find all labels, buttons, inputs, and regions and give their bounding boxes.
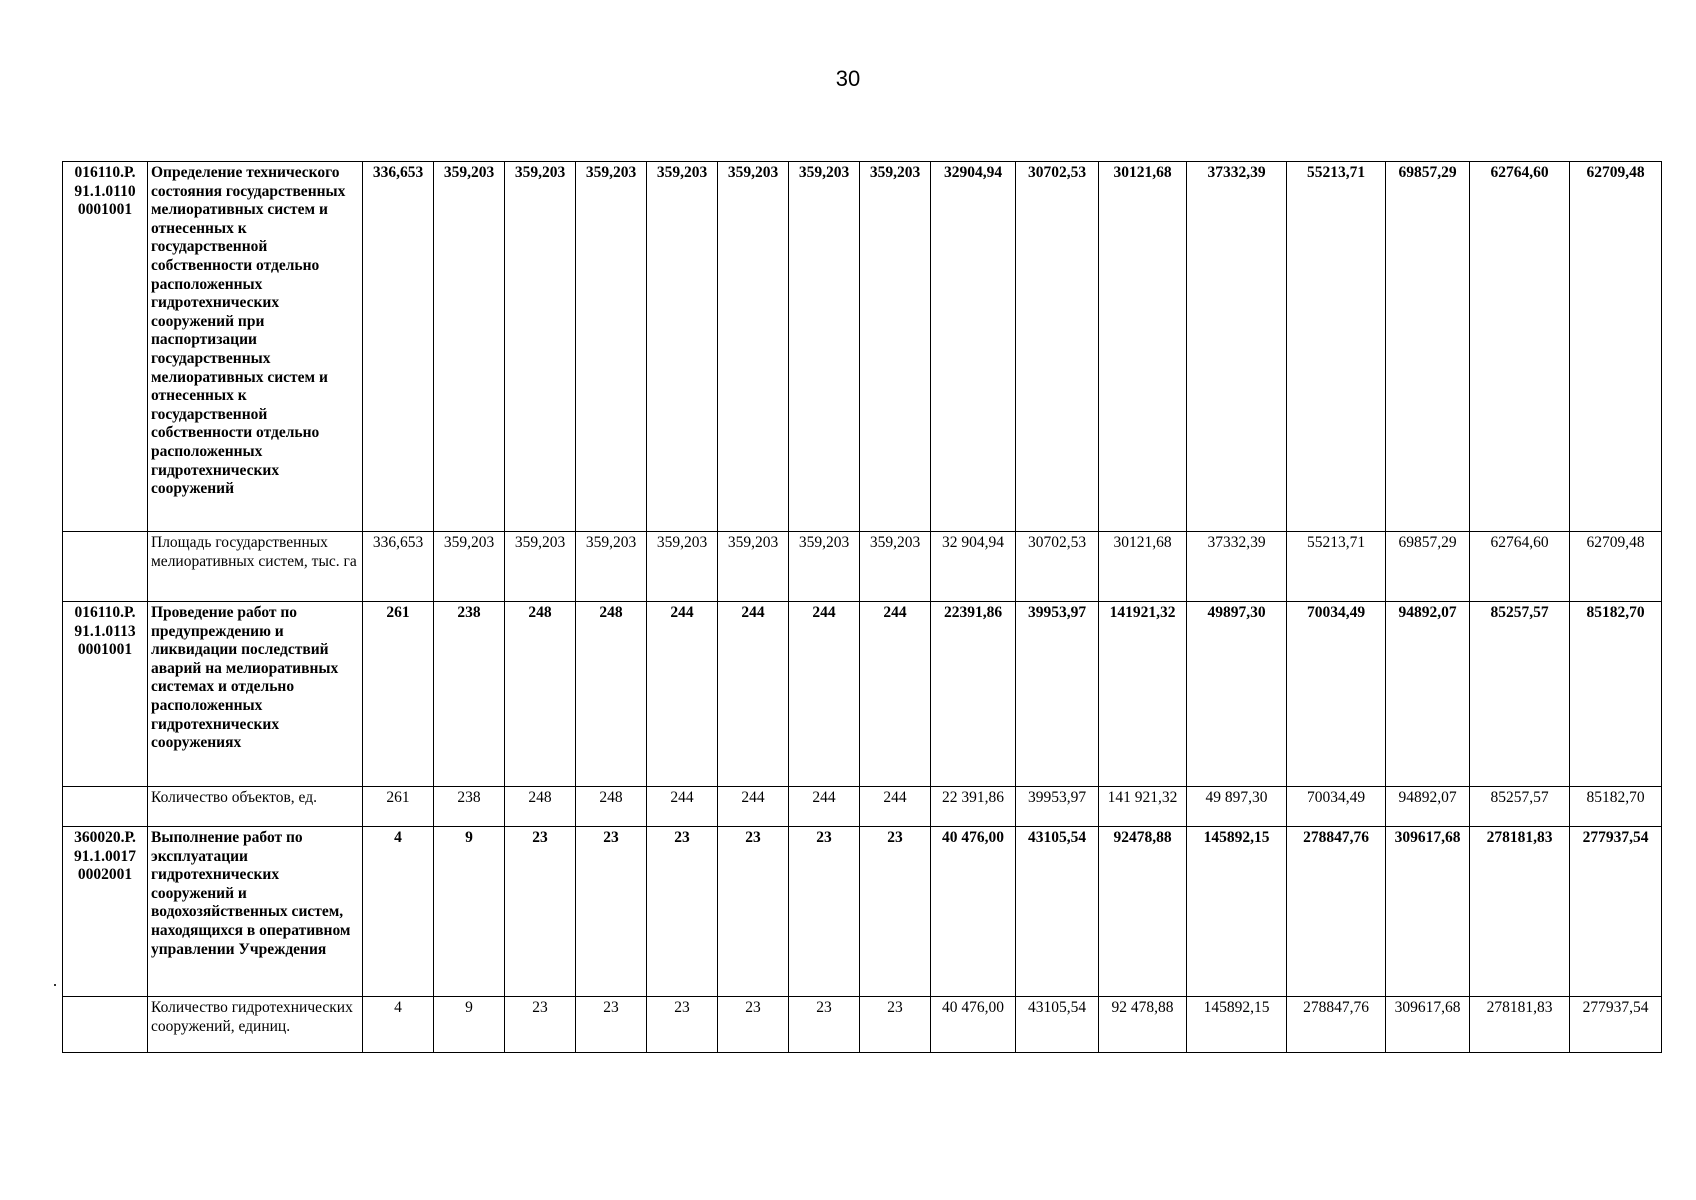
value-cell: 23	[789, 827, 860, 997]
value-cell: 85182,70	[1570, 787, 1662, 827]
row-code	[63, 997, 148, 1053]
value-cell: 23	[860, 827, 931, 997]
value-cell: 359,203	[718, 532, 789, 602]
value-cell: 278847,76	[1287, 827, 1386, 997]
value-cell: 359,203	[505, 162, 576, 532]
scan-speck	[54, 984, 56, 986]
value-cell: 55213,71	[1287, 532, 1386, 602]
value-cell: 49897,30	[1187, 602, 1287, 787]
page-number: 30	[835, 66, 861, 91]
value-cell: 4	[363, 997, 434, 1053]
value-cell: 359,203	[434, 532, 505, 602]
value-cell: 359,203	[718, 162, 789, 532]
row-description: Проведение работ по предупреждению и ликвидации последствий аварий на мелиоративных системах и отдельно расположенных гидротехнических сооружениях	[148, 602, 363, 787]
value-cell: 238	[434, 602, 505, 787]
table-row	[63, 827, 1662, 997]
value-cell: 248	[505, 602, 576, 787]
value-cell: 244	[647, 602, 718, 787]
table-row	[63, 787, 1662, 827]
value-cell: 9	[434, 827, 505, 997]
value-cell: 277937,54	[1570, 997, 1662, 1053]
value-cell: 37332,39	[1187, 162, 1287, 532]
table-row	[63, 532, 1662, 602]
table-row	[63, 997, 1662, 1053]
value-cell: 23	[718, 997, 789, 1053]
value-cell: 69857,29	[1386, 162, 1470, 532]
value-cell: 55213,71	[1287, 162, 1386, 532]
table-row	[63, 602, 1662, 787]
value-cell: 92 478,88	[1099, 997, 1187, 1053]
value-cell: 145892,15	[1187, 827, 1287, 997]
row-description: Площадь государственных мелиоративных систем, тыс. га	[148, 532, 363, 602]
value-cell: 62764,60	[1470, 532, 1570, 602]
value-cell: 69857,29	[1386, 532, 1470, 602]
value-cell: 23	[576, 827, 647, 997]
value-cell: 43105,54	[1016, 827, 1099, 997]
value-cell: 23	[505, 827, 576, 997]
value-cell: 244	[789, 602, 860, 787]
value-cell: 94892,07	[1386, 602, 1470, 787]
value-cell: 141 921,32	[1099, 787, 1187, 827]
value-cell: 309617,68	[1386, 997, 1470, 1053]
value-cell: 141921,32	[1099, 602, 1187, 787]
value-cell: 85257,57	[1470, 602, 1570, 787]
value-cell: 261	[363, 602, 434, 787]
value-cell: 70034,49	[1287, 602, 1386, 787]
value-cell: 39953,97	[1016, 787, 1099, 827]
value-cell: 23	[647, 827, 718, 997]
value-cell: 92478,88	[1099, 827, 1187, 997]
row-code	[63, 787, 148, 827]
value-cell: 30702,53	[1016, 162, 1099, 532]
value-cell: 244	[718, 787, 789, 827]
row-code	[63, 532, 148, 602]
value-cell: 32904,94	[931, 162, 1016, 532]
value-cell: 261	[363, 787, 434, 827]
row-description: Определение технического состояния государственных мелиоративных систем и отнесенных к государственной собственности отдельно расположенных гидротехнических сооружений при паспортизации государственных мелиоративных систем и отнесенных к государственной собственности отдельно расположенных гидротехнических сооружений	[148, 162, 363, 532]
value-cell: 37332,39	[1187, 532, 1287, 602]
row-description: Выполнение работ по эксплуатации гидротехнических сооружений и водохозяйственных систем, находящихся в оперативном управлении Учреждения	[148, 827, 363, 997]
value-cell: 39953,97	[1016, 602, 1099, 787]
value-cell: 248	[576, 787, 647, 827]
value-cell: 336,653	[363, 532, 434, 602]
value-cell: 4	[363, 827, 434, 997]
value-cell: 359,203	[576, 532, 647, 602]
value-cell: 336,653	[363, 162, 434, 532]
row-description: Количество объектов, ед.	[148, 787, 363, 827]
value-cell: 62709,48	[1570, 532, 1662, 602]
value-cell: 23	[576, 997, 647, 1053]
row-code: 360020.Р. 91.1.0017 0002001	[63, 827, 148, 997]
value-cell: 30702,53	[1016, 532, 1099, 602]
value-cell: 62764,60	[1470, 162, 1570, 532]
value-cell: 43105,54	[1016, 997, 1099, 1053]
value-cell: 278847,76	[1287, 997, 1386, 1053]
value-cell: 85257,57	[1470, 787, 1570, 827]
value-cell: 32 904,94	[931, 532, 1016, 602]
value-cell: 248	[576, 602, 647, 787]
budget-table	[62, 161, 1662, 1053]
value-cell: 70034,49	[1287, 787, 1386, 827]
value-cell: 22 391,86	[931, 787, 1016, 827]
row-code: 016110.Р. 91.1.0110 0001001	[63, 162, 148, 532]
row-code: 016110.Р. 91.1.0113 0001001	[63, 602, 148, 787]
value-cell: 359,203	[434, 162, 505, 532]
value-cell: 248	[505, 787, 576, 827]
value-cell: 244	[789, 787, 860, 827]
value-cell: 40 476,00	[931, 827, 1016, 997]
value-cell: 359,203	[789, 532, 860, 602]
value-cell: 94892,07	[1386, 787, 1470, 827]
value-cell: 9	[434, 997, 505, 1053]
value-cell: 40 476,00	[931, 997, 1016, 1053]
value-cell: 244	[860, 602, 931, 787]
value-cell: 244	[718, 602, 789, 787]
value-cell: 244	[647, 787, 718, 827]
value-cell: 359,203	[647, 162, 718, 532]
value-cell: 30121,68	[1099, 162, 1187, 532]
value-cell: 49 897,30	[1187, 787, 1287, 827]
value-cell: 62709,48	[1570, 162, 1662, 532]
value-cell: 359,203	[789, 162, 860, 532]
value-cell: 278181,83	[1470, 997, 1570, 1053]
value-cell: 238	[434, 787, 505, 827]
value-cell: 359,203	[647, 532, 718, 602]
value-cell: 309617,68	[1386, 827, 1470, 997]
value-cell: 23	[789, 997, 860, 1053]
value-cell: 145892,15	[1187, 997, 1287, 1053]
value-cell: 359,203	[860, 532, 931, 602]
value-cell: 85182,70	[1570, 602, 1662, 787]
value-cell: 23	[860, 997, 931, 1053]
value-cell: 277937,54	[1570, 827, 1662, 997]
value-cell: 22391,86	[931, 602, 1016, 787]
value-cell: 359,203	[576, 162, 647, 532]
value-cell: 278181,83	[1470, 827, 1570, 997]
value-cell: 23	[718, 827, 789, 997]
value-cell: 30121,68	[1099, 532, 1187, 602]
value-cell: 23	[505, 997, 576, 1053]
table-row	[63, 162, 1662, 532]
value-cell: 359,203	[860, 162, 931, 532]
value-cell: 359,203	[505, 532, 576, 602]
row-description: Количество гидротехнических сооружений, единиц.	[148, 997, 363, 1053]
value-cell: 244	[860, 787, 931, 827]
value-cell: 23	[647, 997, 718, 1053]
